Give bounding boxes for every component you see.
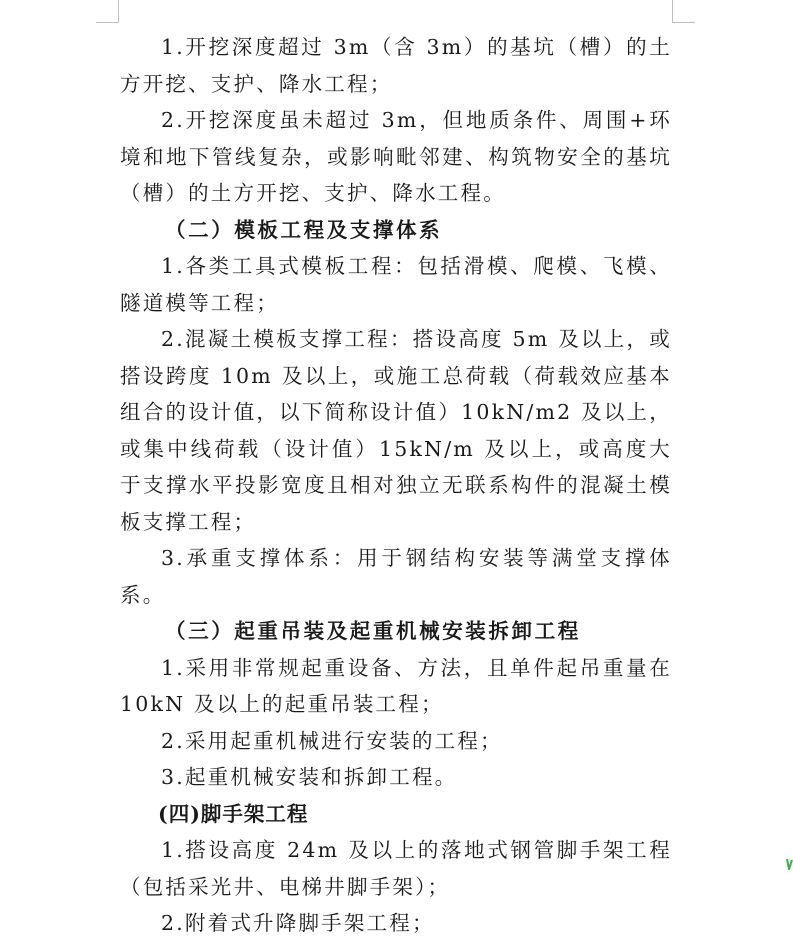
section-heading: （三）起重吊装及起重机械安装拆卸工程	[165, 619, 581, 643]
section-heading: (四)脚手架工程	[158, 801, 309, 826]
paragraph: 3.承重支撑体系：用于钢结构安装等满堂支撑体系。	[120, 546, 672, 607]
paragraph: 1.开挖深度超过 3m（含 3m）的基坑（槽）的土方开挖、支护、降水工程；	[120, 35, 672, 96]
paragraph: 2.混凝土模板支撑工程：搭设高度 5m 及以上，或搭设跨度 10m 及以上，或施工总荷载（荷载效应基本组合的设计值，以下简称设计值）10kN/m2 及以上，或集中线荷载（设计值）15kN/m 及以上，或高度大于支撑水平投影宽度且相对独立无联系构件的混凝土模板支撑工程；	[120, 327, 672, 534]
paragraph: 1.各类工具式模板工程：包括滑模、爬模、飞模、隧道模等工程；	[120, 254, 672, 315]
paragraph: 1.采用非常规起重设备、方法，且单件起吊重量在 10kN 及以上的起重吊装工程；	[120, 655, 672, 716]
section-heading: （二）模板工程及支撑体系	[165, 217, 443, 242]
paragraph: 2.附着式升降脚手架工程；	[161, 911, 435, 935]
paragraph: 1.搭设高度 24m 及以上的落地式钢管脚手架工程（包括采光井、电梯井脚手架）；	[120, 838, 672, 899]
margin-corner-mark-left	[96, 0, 119, 23]
paragraph: 2.开挖深度虽未超过 3m，但地质条件、周围+环境和地下管线复杂，或影响毗邻建、构筑物安全的基坑（槽）的土方开挖、支护、降水工程。	[120, 108, 672, 205]
edge-marker-icon	[786, 858, 793, 870]
margin-corner-mark-right	[672, 0, 695, 23]
document-body[interactable]	[120, 29, 672, 942]
paragraph: 2.采用起重机械进行安装的工程；	[161, 728, 503, 753]
paragraph: 3.起重机械安装和拆卸工程。	[161, 765, 458, 789]
